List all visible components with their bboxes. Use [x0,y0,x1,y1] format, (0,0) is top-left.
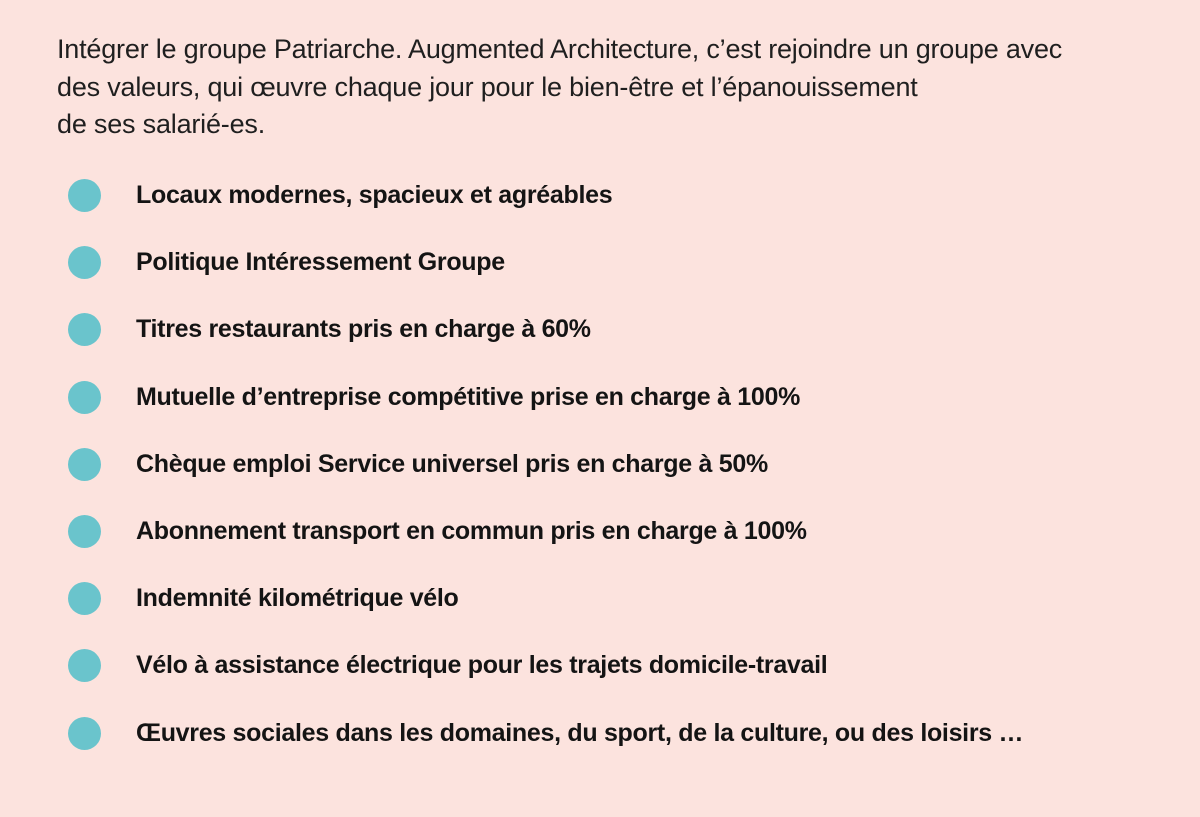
benefit-label: Indemnité kilométrique vélo [136,584,459,613]
benefit-label: Mutuelle d’entreprise compétitive prise en charge à 100% [136,382,800,411]
benefit-label: Titres restaurants pris en charge à 60% [136,315,591,344]
benefit-item [68,632,1023,699]
bullet-dot-icon [68,313,101,346]
benefit-label: Vélo à assistance électrique pour les trajets domicile-travail [136,651,828,680]
bullet-dot-icon [68,246,101,279]
benefit-item [68,565,1023,632]
benefit-label: Politique Intéressement Groupe [136,248,505,277]
benefit-item [68,296,1023,363]
bullet-dot-icon [68,649,101,682]
bullet-dot-icon [68,717,101,750]
benefit-label: Œuvres sociales dans les domaines, du sport, de la culture, ou des loisirs … [136,718,1024,747]
intro-paragraph [57,31,1177,144]
bullet-dot-icon [68,179,101,212]
benefit-label: Chèque emploi Service universel pris en charge à 50% [136,449,768,478]
benefits-list [68,162,1023,767]
benefit-item [68,498,1023,565]
bullet-dot-icon [68,515,101,548]
bullet-dot-icon [68,582,101,615]
intro-line: Intégrer le groupe Patriarche. Augmented Architecture, c’est rejoindre un groupe avec [57,34,1063,64]
benefit-item [68,229,1023,296]
bullet-dot-icon [68,448,101,481]
bullet-dot-icon [68,381,101,414]
benefit-item [68,700,1023,767]
intro-line: de ses salarié-es. [57,109,265,139]
benefit-label: Abonnement transport en commun pris en charge à 100% [136,517,807,546]
benefit-item [68,431,1023,498]
intro-line: des valeurs, qui œuvre chaque jour pour le bien-être et l’épanouissement [57,71,918,102]
benefit-item [68,364,1023,431]
benefit-label: Locaux modernes, spacieux et agréables [136,181,613,210]
benefit-item [68,162,1023,229]
